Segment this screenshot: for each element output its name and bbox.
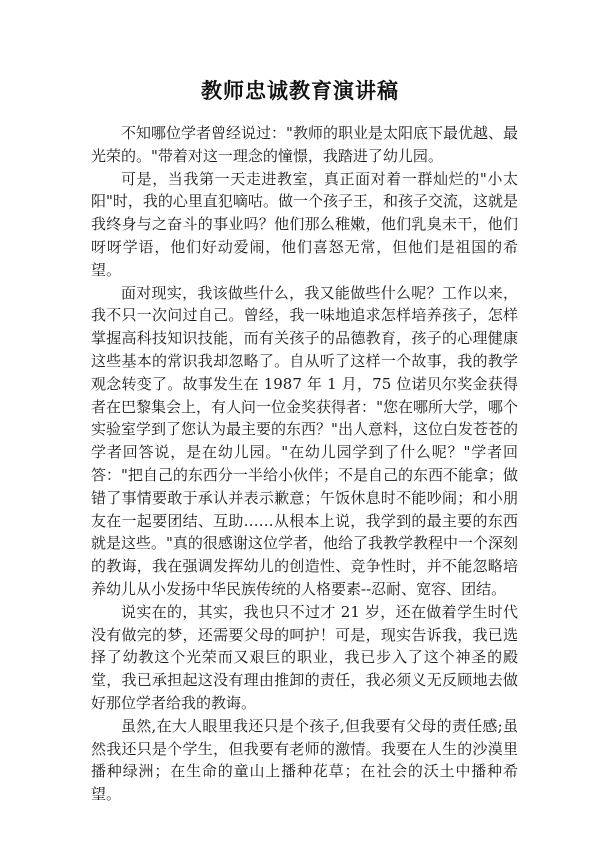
paragraph-3: 面对现实，我该做些什么，我又能做些什么呢？工作以来，我不只一次问过自己。曾经，我一味地追求怎样培养孩子，怎样掌握高科技知识技能，而有关孩子的品德教育，孩子的心理健康这些基本的常识我却忽略了。自从听了这样一个故事，我的教学观念转变了。故事发生在 1987 年 1 月，75 位诺贝尔奖金获得者在巴黎集会上，有人问一位金奖获得者："您在哪所大学，哪个实验室学到了您认为最主要的东西？"出人意料，这位白发苍苍的学者回答说，是在幼儿园。"在幼儿园学到了什么呢？"学者回答："把自己的东西分一半给小伙伴；不是自己的东西不能拿；做错了事情要敢于承认并表示歉意；午饭休息时不能吵闹；和小朋友在一起要团结、互助……从根本上说，我学到的最主要的东西就是这些。"真的很感谢这位学者，他给了我教学教程中一个深刻的教诲，我在强调发挥幼儿的创造性、竞争性时，并不能忽略培养幼儿从小发扬中华民族传统的人格要素--忍耐、宽容、团结。 <box>91 283 518 598</box>
document-body <box>91 122 518 806</box>
paragraph-2: 可是，当我第一天走进教室，真正面对着一群灿烂的"小太阳"时，我的心里直犯嘀咕。做一个孩子王，和孩子交流，这就是我终身与之奋斗的事业吗？他们那么稚嫩，他们乳臭未干，他们呀呀学语，他们好动爱闹，他们喜怒无常，但他们是祖国的希望。 <box>91 169 518 279</box>
page-title: 教师忠诚教育演讲稿 <box>201 79 399 103</box>
paragraph-5: 虽然,在大人眼里我还只是个孩子,但我要有父母的责任感;虽然我还只是个学生，但我要有老师的激情。我要在人生的沙漠里播种绿洲；在生命的童山上播种花草；在社会的沃土中播种希望。 <box>91 716 518 804</box>
paragraph-1: 不知哪位学者曾经说过："教师的职业是太阳底下最优越、最光荣的。"带着对这一理念的憧憬，我踏进了幼儿园。 <box>91 124 518 165</box>
paragraph-4: 说实在的，其实，我也只不过才 21 岁，还在做着学生时代没有做完的梦，还需要父母的呵护！可是，现实告诉我，我已选择了幼教这个光荣而又艰巨的职业，我已步入了这个神圣的殿堂，我已承担起这没有理由推卸的责任，我必须义无反顾地去做好那位学者给我的教诲。 <box>91 602 518 712</box>
